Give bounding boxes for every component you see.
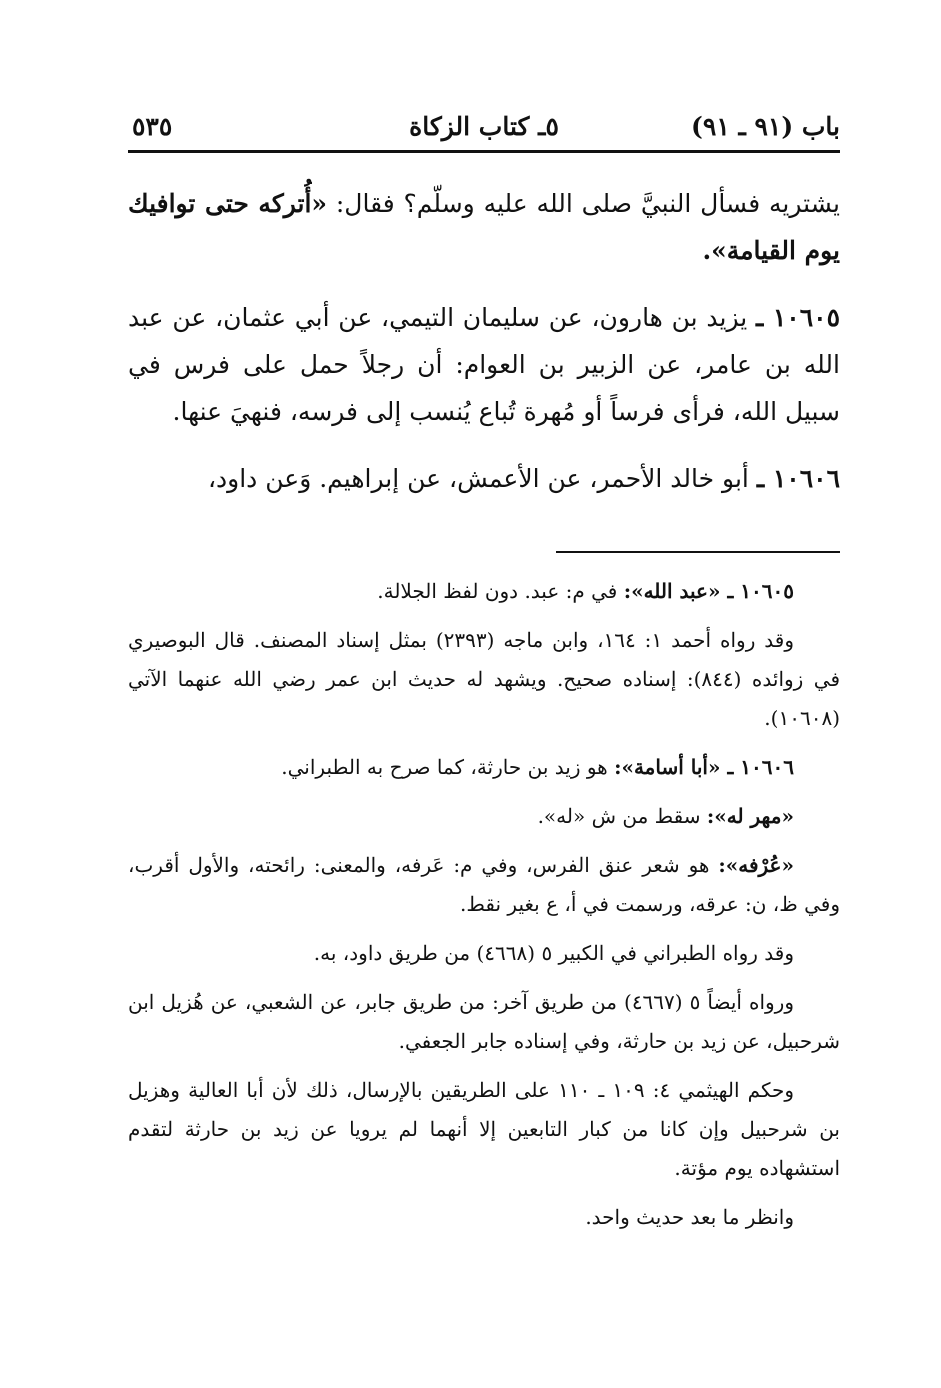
footnote-text: ورواه أيضاً ٥ (٤٦٦٧) من طريق آخر: من طريق جابر، عن الشعبي، عن هُزيل ابن شرحبيل، عن زيد بن حارثة، وفي إسناده جابر الجعفي. — [128, 990, 840, 1053]
footnote-label: ١٠٦٠٥ ـ «عبد الله»: — [623, 579, 794, 603]
footnote — [128, 748, 840, 787]
hadith-text: يزيد بن هارون، عن سليمان التيمي، عن أبي عثمان، عن عبد الله بن عامر، عن الزبير بن العوام: أن رجلاً حمل على فرس في سبيل الله، فرأى فرساً أو مُهرة تُباع يُنسب إلى فرسه، فنهيَ عنها. — [128, 303, 840, 426]
hadith-10606 — [128, 455, 840, 502]
footnote — [128, 621, 840, 738]
footnote-text: وقد رواه الطبراني في الكبير ٥ (٤٦٦٨) من طريق داود، به. — [313, 941, 794, 965]
footnote-label: «مهر له»: — [706, 804, 794, 828]
footnote-text: وانظر ما بعد حديث واحد. — [585, 1205, 794, 1229]
footnote-text: وحكم الهيثمي ٤: ١٠٩ ـ ١١٠ على الطريقين بالإرسال، ذلك لأن أبا العالية وهزيل بن شرحبيل وإن كانا من كبار التابعين إلا أنهما لم يرويا عن زيد بن حارثة لتقدم استشهاده يوم مؤتة. — [128, 1078, 840, 1180]
hadith-number: ١٠٦٠٥ ـ — [756, 303, 840, 332]
paragraph-continuation — [128, 180, 840, 274]
footnote-separator — [556, 551, 840, 553]
footnote — [128, 983, 840, 1061]
footnote — [128, 1071, 840, 1188]
footnote-text: سقط من ش «له». — [537, 804, 707, 828]
book-title: ٥ـ كتاب الزكاة — [409, 112, 559, 141]
paragraph-text: يشتريه فسأل النبيَّ صلى الله عليه وسلّم؟ فقال: — [327, 189, 840, 218]
footnote — [128, 572, 840, 611]
page-number: ٥٣٥ — [132, 112, 173, 141]
footnote-text: وقد رواه أحمد ١: ١٦٤، وابن ماجه (٢٣٩٣) بمثل إسناد المصنف. قال البوصيري في زوائده (٨٤٤): إسناده صحيح. ويشهد له حديث ابن عمر رضي الله عنهما الآتي (١٠٦٠٨). — [128, 628, 841, 730]
footnote-text: في م: عبد. دون لفظ الجلالة. — [377, 579, 624, 603]
footnote-label: ١٠٦٠٦ ـ «أبا أسامة»: — [614, 755, 794, 779]
header-rule — [128, 150, 840, 153]
running-header — [128, 108, 840, 146]
footnote — [128, 797, 840, 836]
chapter-heading: باب (٩١ ـ ٩١) — [691, 112, 840, 141]
footnote — [128, 1198, 840, 1237]
footnote-text: هو شعر عنق الفرس، وفي م: عَرفه، والمعنى: رائحته، والأول أقرب، وفي ظ، ن: عرقه، ورسمت في أ، ع بغير نقط. — [128, 853, 840, 916]
hadith-text: أبو خالد الأحمر، عن الأعمش، عن إبراهيم. وَعن داود، — [207, 464, 757, 493]
footnote-label: «عُرْفه»: — [718, 853, 794, 877]
main-text — [128, 180, 840, 522]
footnote-text: هو زيد بن حارثة، كما صرح به الطبراني. — [281, 755, 615, 779]
footnote — [128, 934, 840, 973]
prophetic-quote: «أُتركه حتى توافيك يوم القيامة». — [128, 189, 840, 265]
hadith-10605 — [128, 294, 840, 435]
hadith-number: ١٠٦٠٦ ـ — [756, 464, 840, 493]
footnote — [128, 846, 840, 924]
footnotes — [128, 572, 840, 1247]
